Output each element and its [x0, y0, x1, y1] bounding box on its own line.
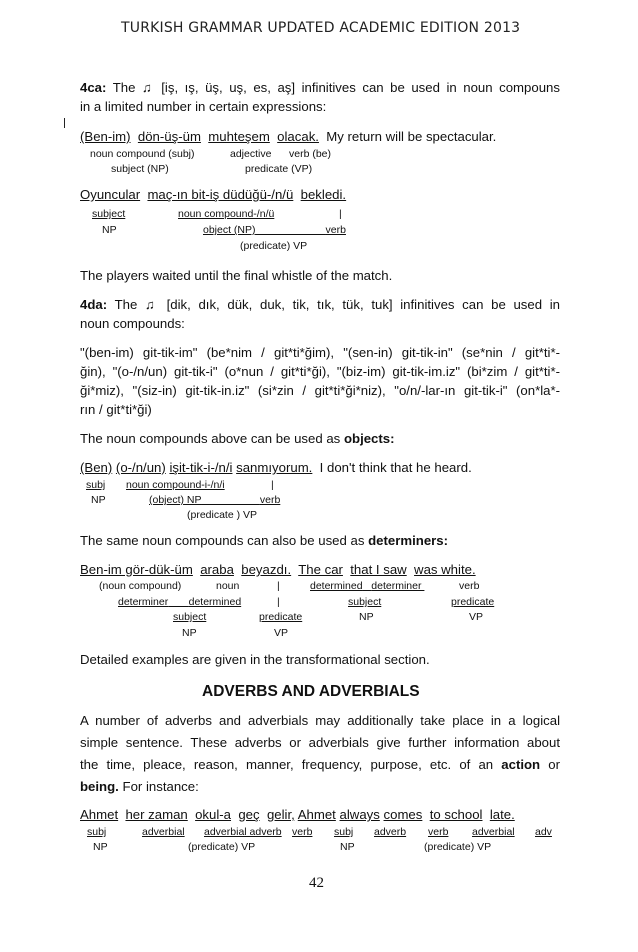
ex4-annotation: predicate: [259, 611, 303, 623]
keyword: being.: [80, 779, 119, 794]
page-number: 42: [309, 875, 324, 891]
ex4-annotation: VP: [469, 611, 484, 623]
token: beyazdı.: [241, 562, 292, 577]
token: sanmıyorum.: [236, 460, 313, 475]
ex1-annotation: verb (be): [289, 148, 332, 160]
forms-line: rın / git*ti*ği): [80, 402, 152, 417]
margin-mark: [64, 118, 65, 128]
ex4-annotation: [118, 596, 241, 608]
text: determined: [188, 596, 242, 608]
token: okul-a: [195, 807, 232, 822]
token: to school: [429, 807, 483, 822]
ex4-annotation: (noun compound): [99, 580, 182, 592]
ex5-annotation: verb: [292, 826, 313, 838]
ex3-annotation: NP: [91, 494, 106, 506]
music-note-icon: ♫: [141, 80, 155, 95]
ex3-annotation: (predicate ) VP: [187, 509, 258, 521]
token: (o-/n/un): [115, 460, 166, 475]
ex2-annotation: |: [339, 208, 342, 220]
token: Oyuncular: [80, 187, 141, 202]
example-2-sentence: [80, 187, 346, 202]
ex5-annotation: NP: [93, 841, 108, 853]
ex5-annotation: adverbial: [472, 826, 515, 838]
ex5-annotation: subj: [87, 826, 107, 838]
token: işit-tik-i-/n/i: [169, 460, 233, 475]
token: Ahmet: [80, 807, 119, 822]
text: (object) NP: [149, 494, 202, 506]
keyword: action: [501, 757, 541, 772]
ex4-annotation: noun: [216, 580, 240, 592]
ex3-annotation: subj: [86, 479, 106, 491]
token: araba: [200, 562, 234, 577]
label-4ca: 4ca:: [80, 80, 107, 95]
translation: I don't think that he heard.: [319, 460, 472, 475]
music-note-icon: ♫: [145, 297, 159, 312]
token: Ahmet: [297, 807, 336, 822]
ex4-annotation: VP: [274, 627, 289, 639]
ex4-annotation: NP: [359, 611, 374, 623]
forms-line: ği*miz), "(siz-in) git-tik-in.iz" (si*zin / git*ti*ği*niz), "o/n/-lar-ın git-tik-i" (on*la*-: [80, 383, 560, 398]
ex5-annotation: adverb: [374, 826, 407, 838]
ex5-annotation: (predicate) VP: [424, 841, 492, 853]
paragraph-4da-line1: [80, 297, 560, 312]
keyword: objects:: [343, 431, 395, 446]
text: The: [114, 297, 138, 312]
ex3-annotation: [149, 494, 280, 506]
ex4-annotation: [310, 580, 424, 592]
text: [iş, ış, üş, uş, es, aş] infinitives can be used in noun compouns: [161, 80, 560, 95]
token: muhteşem: [208, 129, 270, 144]
token: Ben-im gör-dük-üm: [80, 562, 193, 577]
ex2-annotation: [203, 224, 346, 236]
token: was white.: [414, 562, 476, 577]
token: (Ben): [80, 460, 113, 475]
token: her zaman: [125, 807, 188, 822]
text: The: [112, 80, 136, 95]
ex3-annotation: noun compound-i-/n/i: [126, 479, 225, 491]
detailed-line: Detailed examples are given in the transformational section.: [80, 652, 430, 667]
ex5-annotation: subj: [334, 826, 354, 838]
adverbs-paragraph-line: simple sentence. These adverbs or adverbials give further information about: [80, 735, 560, 750]
ex5-annotation: adverbial: [142, 826, 185, 838]
token: (Ben-im): [80, 129, 131, 144]
ex5-annotation: adverbial adverb: [204, 826, 282, 838]
forms-line: "(ben-im) git-tik-im" (be*nim / git*ti*ğim), "(sen-in) git-tik-in" (se*nin / git*ti*-: [80, 345, 560, 360]
token: gelir,: [266, 807, 295, 822]
ex5-annotation: (predicate) VP: [188, 841, 256, 853]
text: The noun compounds above can be used as: [80, 431, 341, 446]
token: comes: [383, 807, 423, 822]
text: object (NP): [203, 224, 256, 236]
ex1-annotation: adjective: [230, 148, 272, 160]
translation-2: The players waited until the final whistle of the match.: [80, 268, 393, 283]
adverbs-paragraph-line: [80, 779, 199, 794]
ex2-annotation: (predicate) VP: [240, 240, 308, 252]
ex2-annotation: NP: [102, 224, 117, 236]
text: [dik, dık, dük, duk, tik, tık, tük, tuk] infinitives can be used in: [166, 297, 560, 312]
token: olacak.: [277, 129, 319, 144]
text: verb: [259, 494, 281, 506]
example-3-sentence: [80, 460, 472, 475]
ex5-annotation: verb: [428, 826, 449, 838]
ex1-annotation: predicate (VP): [245, 163, 313, 175]
text: the time, pleace, reason, manner, frequency, purpose, etc. of an: [80, 757, 494, 772]
adverbs-paragraph-line: A number of adverbs and adverbials may additionally take place in a logical: [80, 713, 560, 728]
text: determiner: [371, 580, 422, 592]
section-title: ADVERBS AND ADVERBIALS: [202, 683, 420, 700]
text: For instance:: [122, 779, 199, 794]
ex4-annotation: verb: [459, 580, 480, 592]
ex4-annotation: predicate: [451, 596, 495, 608]
token: dön-üş-üm: [137, 129, 201, 144]
determiners-line: [80, 533, 448, 548]
forms-line: ğin), "(o-/n/un) git-tik-i" (o*nun / git*ti*ği), "(biz-im) git-tik-im.iz" (bi*zim / git*ti*-: [80, 364, 560, 379]
token: maç-ın bit-iş düdüğü-/n/ü: [147, 187, 294, 202]
example-5-sentence: [80, 807, 515, 822]
adverbs-paragraph-line: [80, 757, 560, 772]
ex5-annotation: NP: [340, 841, 355, 853]
ex2-annotation: noun compound-/n/ü: [178, 208, 275, 220]
running-header: TURKISH GRAMMAR UPDATED ACADEMIC EDITION 2013: [121, 20, 521, 36]
text: The same noun compounds can also be used as: [80, 533, 365, 548]
ex4-annotation: |: [277, 596, 280, 608]
keyword: determiners:: [368, 533, 449, 548]
paragraph-4ca-line2: in a limited number in certain expressions:: [80, 99, 327, 114]
ex2-annotation: subject: [92, 208, 126, 220]
token: The car: [298, 562, 343, 577]
ex4-annotation: NP: [182, 627, 197, 639]
paragraph-4da-line2: noun compounds:: [80, 316, 185, 331]
text: verb: [325, 224, 346, 236]
token: bekledi.: [300, 187, 347, 202]
ex4-annotation: subject: [173, 611, 207, 623]
objects-line: [80, 431, 395, 446]
paragraph-4ca-line1: [80, 80, 560, 95]
ex3-annotation: |: [271, 479, 274, 491]
ex1-annotation: noun compound (subj): [90, 148, 195, 160]
token: geç: [238, 807, 260, 822]
translation: My return will be spectacular.: [326, 129, 497, 144]
example-4-sentence: [80, 562, 476, 577]
token: late.: [489, 807, 515, 822]
label-4da: 4da:: [80, 297, 108, 312]
example-1-sentence: [80, 129, 496, 144]
token: that I saw: [350, 562, 407, 577]
ex5-annotation: adv: [535, 826, 552, 838]
ex1-annotation: subject (NP): [111, 163, 169, 175]
token: always: [339, 807, 380, 822]
text: or: [548, 757, 560, 772]
text: determined: [310, 580, 363, 592]
ex4-annotation: subject: [348, 596, 382, 608]
text: determiner: [118, 596, 169, 608]
ex4-annotation: |: [277, 580, 280, 592]
